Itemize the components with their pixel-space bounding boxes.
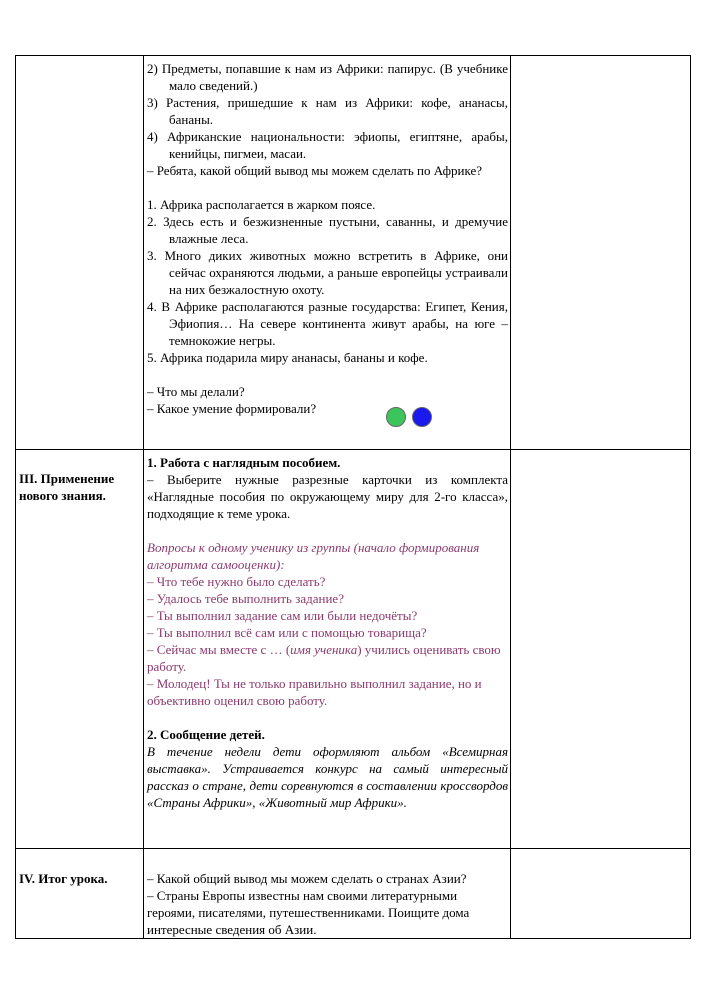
row1-item-3: 3) Растения, пришедшие к нам из Африки: кофе, ананасы, бананы. (147, 95, 508, 127)
student-name-placeholder: имя ученика (290, 642, 358, 657)
task2-text: В течение недели дети оформляют альбом «Всемирная выставка». Устраивается конкурс на самый интересный рассказ о стране, дети соревнуются в составлении кроссвордов «Страны Африки», «Животный мир Африки». (147, 744, 508, 810)
question-2: – Удалось тебе выполнить задание? (147, 591, 344, 606)
conclusion-5: 5. Африка подарила миру ананасы, бананы и кофе. (147, 350, 428, 365)
row3-stage-cell (19, 870, 141, 887)
stage-title-application: III. Применение нового знания. (19, 471, 115, 503)
question-6: – Молодец! Ты не только правильно выполнил задание, но и объективно оценил свою работу. (147, 676, 482, 708)
reflection-question-1: – Что мы делали? (147, 384, 245, 399)
row3-content-cell (147, 870, 508, 938)
conclusion-2: 2. Здесь есть и безжизненные пустыни, саванны, и дремучие влажные леса. (147, 214, 508, 246)
conclusion-3: 3. Много диких животных можно встретить в Африке, они сейчас охраняются людьми, а раньше европейцы устраивали на них безжалостную охоту. (147, 248, 508, 297)
stage-title-summary: IV. Итог урока. (19, 871, 108, 886)
question-1: – Что тебе нужно было сделать? (147, 574, 326, 589)
table-bottom-border (15, 938, 690, 939)
question-5: – Сейчас мы вместе с … (имя ученика) учились оценивать свою работу. (147, 642, 501, 674)
table-right-border (690, 55, 691, 939)
reflection-question-2: – Какое умение формировали? (147, 401, 317, 416)
row1-item-2: 2) Предметы, попавшие к нам из Африки: папирус. (В учебнике мало сведений.) (147, 61, 508, 93)
summary-line-2: – Страны Европы известны нам своими литературными героями, писателями, путешественниками. Поищите дома интересные сведения об Азии. (147, 888, 470, 937)
table-top-border (15, 55, 690, 56)
table-left-border (15, 55, 16, 939)
task1-title: 1. Работа с наглядным пособием. (147, 455, 341, 470)
conclusion-1: 1. Африка располагается в жарком поясе. (147, 197, 376, 212)
row1-item-4: 4) Африканские национальности: эфиопы, египтяне, арабы, кенийцы, пигмеи, масаи. (147, 129, 508, 161)
column-divider-1 (143, 55, 144, 939)
conclusion-4: 4. В Африке располагаются разные государства: Египет, Кения, Эфиопия… На севере континента живут арабы, на юге – темнокожие негры. (147, 299, 508, 348)
row1-question: – Ребята, какой общий вывод мы можем сделать по Африке? (147, 163, 483, 178)
task1-text: – Выберите нужные разрезные карточки из комплекта «Наглядные пособия по окружающему миру для 2-го класса», подходящие к теме урока. (147, 472, 508, 521)
column-divider-2 (510, 55, 511, 939)
question-3: – Ты выполнил задание сам или были недочёты? (147, 608, 418, 623)
row2-content-cell (147, 454, 508, 811)
question-4: – Ты выполнил всё сам или с помощью товарища? (147, 625, 427, 640)
task2-title: 2. Сообщение детей. (147, 727, 265, 742)
questions-intro: Вопросы к одному ученику из группы (начало формирования алгоритма самооценки): (147, 540, 480, 572)
row2-stage-cell (19, 470, 141, 504)
green-circle-icon (386, 407, 406, 427)
row1-content-cell (147, 60, 508, 417)
row-divider-1 (15, 449, 690, 450)
row-divider-2 (15, 848, 690, 849)
summary-line-1: – Какой общий вывод мы можем сделать о странах Азии? (147, 871, 467, 886)
blue-circle-icon (412, 407, 432, 427)
